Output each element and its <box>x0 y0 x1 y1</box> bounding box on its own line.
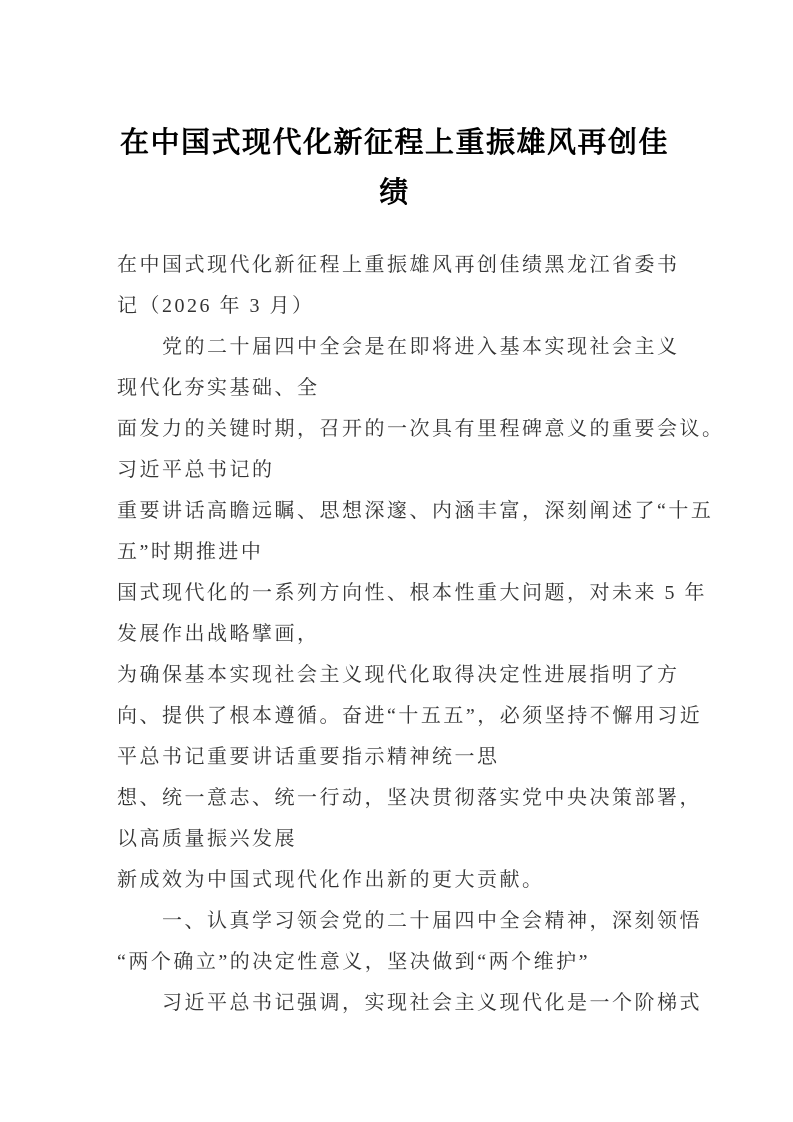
body-line: 五”时期推进中 <box>117 541 264 563</box>
body-line: 以高质量振兴发展 <box>117 828 297 850</box>
body-line: 在中国式现代化新征程上重振雄风再创佳绩黑龙江省委书 <box>117 254 680 276</box>
body-line: “两个确立”的决定性意义，坚决做到“两个维护” <box>117 951 591 973</box>
body-line: 重要讲话高瞻远瞩、思想深邃、内涵丰富，深刻阐述了“十五 <box>117 500 714 522</box>
body-line: 记（2026 年 3 月） <box>117 295 315 317</box>
body-line: 为确保基本实现社会主义现代化取得决定性进展指明了方 <box>117 664 680 686</box>
body-line: 新成效为中国式现代化作出新的更大贡献。 <box>117 869 545 891</box>
body-line: 党的二十届四中全会是在即将进入基本实现社会主义 <box>162 336 680 358</box>
body-line: 想、统一意志、统一行动，坚决贯彻落实党中央决策部署， <box>117 787 702 809</box>
body-line: 向、提供了根本遵循。奋进“十五五”，必须坚持不懈用习近 <box>117 705 703 727</box>
document-title-line-2: 绩 <box>379 177 410 209</box>
body-line: 习近平总书记强调，实现社会主义现代化是一个阶梯式 <box>162 992 702 1014</box>
body-line: 习近平总书记的 <box>117 459 275 481</box>
body-line: 现代化夯实基础、全 <box>117 377 320 399</box>
document-title-line-1: 在中国式现代化新征程上重振雄风再创佳 <box>119 127 669 159</box>
document-body <box>117 245 725 1024</box>
body-line: 发展作出战略擘画， <box>117 623 320 645</box>
document-title <box>117 118 672 218</box>
body-line: 一、认真学习领会党的二十届四中全会精神，深刻领悟 <box>162 910 702 932</box>
body-line: 平总书记重要讲话重要指示精神统一思 <box>117 746 500 768</box>
body-line: 面发力的关键时期，召开的一次具有里程碑意义的重要会议。 <box>117 418 725 440</box>
body-line: 国式现代化的一系列方向性、根本性重大问题，对未来 5 年 <box>117 582 707 604</box>
